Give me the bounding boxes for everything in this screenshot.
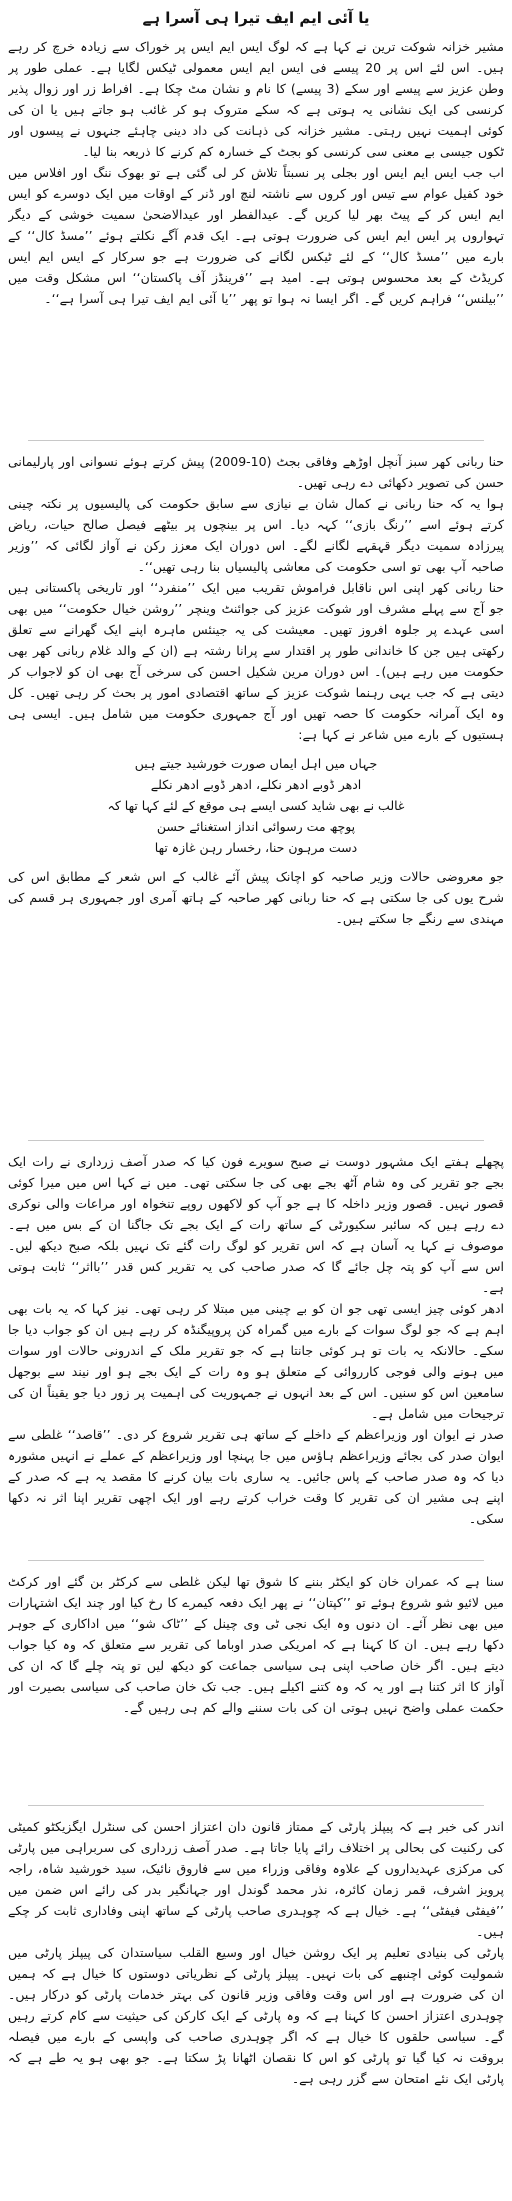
section-aitzaz-ahsan [8,1816,504,2201]
section-imran-khan [8,1571,504,1791]
paragraph: سنا ہے کہ عمران خان کو ایکٹر بننے کا شوق تھا لیکن غلطی سے کرکٹر بن گئے اور کرکٹ میں لائیو شو شروع ہوئے تو ’’کپتان‘‘ نے پھر ایک دفعہ کیمرے کا رخ کیا اور چند ایک اشتہارات میں بھی نظر آئے۔ ان دنوں وہ ایک نجی ٹی وی چینل کے ’’ٹاک شو‘‘ میں اداکاری کے جوہر دکھا رہے ہیں۔ ان کا کہنا ہے کہ امریکی صدر اوباما کی تقریر سے متعلق کہ وہ کیا جواب دیتے ہیں۔ اگر خان صاحب اپنی ہی سیاسی جماعت کو دیکھ لیں تو پتہ چلے گا کہ ان کی آواز کا اثر کتنا ہے اور یہ کہ وہ کتنے اکیلے ہیں۔ جب تک خان صاحب کی سیاسی بصیرت اور حکمت عملی واضح نہیں ہوتی ان کی بات سننے والے کم ہی رہیں گے۔ [8,1574,504,1715]
paragraph: صدر نے ایوان اور وزیراعظم کے داخلے کے ساتھ ہی تقریر شروع کر دی۔ ’’قاصد‘‘ غلطی سے ایوان صدر کی بجائے وزیراعظم ہاؤس میں جا پہنچا اور وزیراعظم کے عملے نے انہیں مشورہ دیا کہ وہ صدر صاحب کے پاس جائیں۔ یہ ساری بات بیان کرنے کا مقصد یہ ہے کہ صدر کے اپنے ہی مشیر ان کی تقریر کا وقت خراب کرتے رہے اور ایک اچھی تقریر اپنا اثر نہ دکھا سکی۔ [8,1427,504,1526]
section-president-speech [8,1151,504,1546]
paragraph: ہوا یہ کہ حنا ربانی نے کمال شان بے نیازی سے سابق حکومت کی پالیسیوں پر نکتہ چینی کرتے ہوئے اسے ’’رنگ بازی‘‘ کہہ دیا۔ اس پر بینچوں پر بیٹھے فیصل صالح حیات، ریاض پیرزادہ سمیت دیگر قہقہے لگانے لگے۔ اس دوران ایک معزز رکن نے آواز لگائی کہ ’’وزیر صاحبہ آپ بھی تو اسی حکومت کی معاشی پالیسیاں بنا رہی تھیں‘‘۔ [8,496,504,574]
paragraph: جو معروضی حالات وزیر صاحبہ کو اچانک پیش آئے غالب کے اس شعر کے مطابق اس کی شرح یوں کی جا سکتی ہے کہ حنا ربانی کھر صاحبہ کے ہاتھ آمری اور جمہوری ہر قسم کی مہندی سے رنگے جا سکتے ہیں۔ [8,869,504,926]
paragraph: مشیر خزانہ شوکت ترین نے کہا ہے کہ لوگ ایس ایم ایس پر خوراک سے زیادہ خرچ کر رہے ہیں۔ اس لئے اس پر 20 پیسے فی ایس ایم ایس معمولی ٹیکس لگایا ہے۔ عملی طور پر وطن عزیز سے پیسے اور سکے (3 پیسے) کا نام و نشان مٹ چکا ہے۔ افراط زر اور زوال پذیر کرنسی کی ایک نشانی یہ ہوتی ہے کہ سکے متروک ہو کر غائب ہو جاتے ہیں یا ان کی کوئی اہمیت نہیں رہتی۔ مشیر خزانہ کی ذہانت کی داد دینی چاہئے جنہوں نے پیسوں اور ٹکوں جیسی بے معنی سی کرنسی کو بجٹ کے خسارہ کم کرنے کا ذریعہ بنا لیا۔ [8,39,504,159]
verse-line: پوچھ مت رسوائی انداز استغنائے حسن [156,819,356,834]
paragraph: پارٹی کی بنیادی تعلیم پر ایک روشن خیال اور وسیع القلب سیاستدان کی پیپلز پارٹی میں شمولیت کوئی اچنبھے کی بات نہیں۔ پیپلز پارٹی کے نظریاتی دوستوں کا خیال ہے کہ ہمیں ان کی ضرورت ہے اور اس وقت وفاقی وزیر قانون کی بہتر خدمات پارٹی کو درکار ہیں۔ چوہدری اعتزاز احسن کا کہنا ہے کہ وہ پارٹی کے ایک کارکن کی حیثیت سے کام کرتے رہیں گے۔ سیاسی حلقوں کا خیال ہے کہ اگر چوہدری صاحب کی واپسی کے بارے میں فیصلہ بروقت نہ کیا گیا تو پارٹی کو اس کا نقصان اٹھانا پڑ سکتا ہے۔ جو بھی ہو یہ طے ہے کہ پارٹی ایک نئے امتحان سے گزر رہی ہے۔ [8,1945,504,2086]
section-budget [8,451,504,1126]
paragraph: اب جب ایس ایم ایس اور بجلی پر نسبتاً تلاش کر لی گئی ہے تو بھوک ننگ اور افلاس میں خود کفیل عوام سے تیس اور کروں سے ناشتہ لنچ اور ڈنر کے اوقات میں ایک دوسرے کو ایس ایم ایس کر کے پیٹ بھر لیا کریں گے۔ عیدالفطر اور عیدالاضحیٰ سمیت خوشی کے دیگر تہواروں پر ایس ایم ایس کی ضرورت ہوتی ہے۔ ایک قدم آگے نکلتے ہوئے ’’مسڈ کال‘‘ کے بارے میں ’’مسڈ کال‘‘ کے لئے ٹیکس لگانے کی ضرورت ہے جو سرکار کے ایس ایم ایس کریڈٹ کے بعد محسوس ہوتی ہے۔ امید ہے ’’فرینڈز آف پاکستان‘‘ اس مشکل وقت میں ’’بیلنس‘‘ فراہم کریں گے۔ اگر ایسا نہ ہوا تو پھر ’’یا آئی ایم ایف تیرا ہی آسرا ہے‘‘۔ [8,165,504,306]
section-divider [28,440,484,441]
verse-line: دست مرہون حنا، رخسار رہن غازہ تھا [154,840,358,855]
paragraph: پچھلے ہفتے ایک مشہور دوست نے صبح سویرے فون کیا کہ صدر آصف زرداری نے رات ایک بجے جو تقریر کی وہ شام آٹھ بجے بھی کی جا سکتی تھی۔ میں نے کہا اس میں میرا کوئی قصور نہیں۔ قصور وزیر داخلہ کا ہے جو آپ کو لاکھوں روپے تنخواہ اور مراعات والی نوکری دے رہے ہیں کہ سائبر سکیورٹی کے ساتھ رات کے ایک بجے تک جاگنا ان کے بس میں ہے۔ موصوف نے کہا یہ آسان ہے کہ اس تقریر کو لوگ رات گئے تک نہیں بلکہ صبح دیکھ لیں۔ اس سے آپ کو پتہ چل جائے گا کہ صدر صاحب کی یہ تقریر کس قدر ’’بااثر‘‘ ثابت ہوتی ہے۔ [8,1154,504,1295]
paragraph: حنا ربانی کھر اپنی اس ناقابل فراموش تقریب میں ایک ’’منفرد‘‘ اور تاریخی پاکستانی ہیں جو آج سے پہلے مشرف اور شوکت عزیز کی جوائنٹ وینچر ’’روشن خیال حکومت‘‘ میں بھی اسی عہدے پر جلوہ افروز تھیں۔ معیشت کی یہ جینئس ماہرہ اپنے ایک گھرانے سے تعلق رکھتی ہیں جن کا خاندانی طور پر اقتدار سے پرانا رشتہ ہے (ان کے والد غلام ربانی کھر بھی حکومت میں رہے ہیں)۔ اس دوران مرین شکیل احسن کی سرخی آج بھی ان کو لاجواب کر دیتی ہے کہ جب یہی رہنما شوکت عزیز کے ساتھ اقتصادی امور پر بحث کر رہی تھیں۔ کل وہ ایک آمرانہ حکومت کا حصہ تھیں اور آج جمہوری حکومت میں شامل ہیں۔ ایسی ہی ہستیوں کے بارے میں شاعر نے کہا ہے: [8,580,504,742]
poetry-block [8,753,504,858]
paragraph: حنا ربانی کھر سبز آنچل اوڑھے وفاقی بجٹ (10-2009) پیش کرتے ہوئے نسوانی اور پارلیمانی حسن کی تصویر دکھائی دے رہی تھیں۔ [8,454,504,490]
section-divider [28,1140,484,1141]
section-divider [28,1560,484,1561]
paragraph: ادھر کوئی چیز ایسی تھی جو ان کو بے چینی میں مبتلا کر رہی تھی۔ نیز کہا کہ یہ بات بھی اہم ہے کہ جو لوگ سوات کے بارے میں گمراہ کن پروپیگنڈہ کر رہے ہیں ان کو جواب دیا جا سکے۔ حالانکہ یہ بات تو ہر کوئی جانتا ہے کہ جو تقریر ملک کے اندرونی حالات اور سوات میں ہونے والی فوجی کارروائی کے متعلق ہو وہ رات کے ایک بجے ہو اور نیند سے بوجھل سامعین اس کو سنیں۔ اس کے بعد انہوں نے جمہوریت کی اہمیت پر زور دیا جو یقیناً ان کی ترجیحات میں شامل ہے۔ [8,1301,504,1421]
section-divider [28,1805,484,1806]
column-title: یا آئی ایم ایف تیرا ہی آسرا ہے [142,9,370,27]
section-sms-tax [8,36,504,426]
paragraph: اندر کی خبر ہے کہ پیپلز پارٹی کے ممتاز قانون دان اعتزاز احسن کی سنٹرل ایگزیکٹو کمیٹی کی رکنیت کی بحالی پر اختلاف رائے پایا جاتا ہے۔ صدر آصف زرداری کی سربراہی میں پارٹی کی مرکزی عہدیداروں کے علاوہ وفاقی وزراء میں سے فاروق نائیک، سید خورشید شاہ، راجہ پرویز اشرف، قمر زمان کائرہ، نذر محمد گوندل اور جہانگیر بدر کی رائے اس ضمن میں ’’فیفٹی فیفٹی‘‘ ہے۔ خیال ہے کہ چوہدری صاحب پارٹی کے ساتھ اپنی وفاداری ثابت کر چکے ہیں۔ [8,1819,504,1939]
verse-line: ادھر ڈوبے ادھر نکلے، ادھر ڈوبے ادھر نکلے [150,777,362,792]
verse-line: غالب نے بھی شاید کسی ایسے ہی موقع کے لئے کہا تھا کہ [107,798,405,813]
verse-line: جہاں میں اہل ایماں صورت خورشید جیتے ہیں [134,756,378,771]
